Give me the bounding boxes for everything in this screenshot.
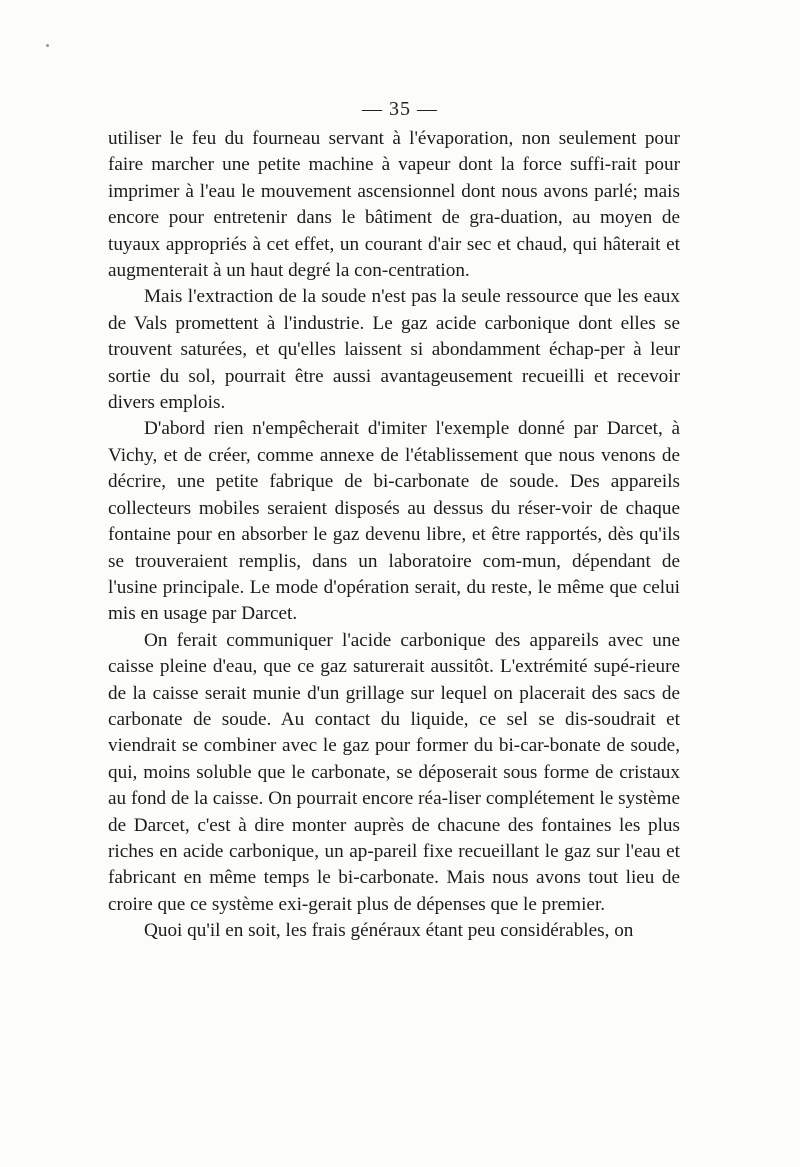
margin-speck [46,44,49,47]
paragraph-1: utiliser le feu du fourneau servant à l'évaporation, non seulement pour faire marcher une petite machine à vapeur dont la force suffi-rait pour imprimer à l'eau le mouvement ascensionnel dont nous avons parlé; mais encore pour entretenir dans le bâtiment de gra-duation, au moyen de tuyaux appropriés à cet effet, un courant d'air sec et chaud, qui hâterait et augmenterait à un haut degré la con-centration. [108,128,680,282]
body-text [108,126,680,945]
paragraph-2: Mais l'extraction de la soude n'est pas la seule ressource que les eaux de Vals promettent à l'industrie. Le gaz acide carbonique dont elles se trouvent saturées, et qu'elles laissent si abondamment échap-per à leur sortie du sol, pourrait être aussi avantageusement recueilli et recevoir divers emplois. [108,286,680,414]
paragraph-4: On ferait communiquer l'acide carbonique des appareils avec une caisse pleine d'eau, que ce gaz saturerait aussitôt. L'extrémité supé-rieure de la caisse serait munie d'un grillage sur lequel on placerait des sacs de carbonate de soude. Au contact du liquide, ce sel se dis-soudrait et viendrait se combiner avec le gaz pour former du bi-car-bonate de soude, qui, moins soluble que le carbonate, se déposerait sous forme de cristaux au fond de la caisse. On pourrait encore réa-liser complétement le système de Darcet, c'est à dire monter auprès de chacune des fontaines les plus riches en acide carbonique, un ap-pareil fixe recueillant le gaz sur l'eau et fabricant en même temps le bi-carbonate. Mais nous avons tout lieu de croire que ce système exi-gerait plus de dépenses que le premier. [108,629,680,915]
paragraph-5: Quoi qu'il en soit, les frais généraux étant peu considérables, on [144,920,634,942]
paragraph-3: D'abord rien n'empêcherait d'imiter l'exemple donné par Darcet, à Vichy, et de créer, comme annexe de l'établissement que nous venons de décrire, une petite fabrique de bi-carbonate de soude. Des appareils collecteurs mobiles seraient disposés au dessus du réser-voir de chaque fontaine pour en absorber le gaz devenu libre, et être rapportés, dès qu'ils se trouveraient remplis, dans un laboratoire com-mun, dépendant de l'usine principale. Le mode d'opération serait, du reste, le même que celui mis en usage par Darcet. [108,418,680,625]
page-number: — 35 — [362,98,438,120]
